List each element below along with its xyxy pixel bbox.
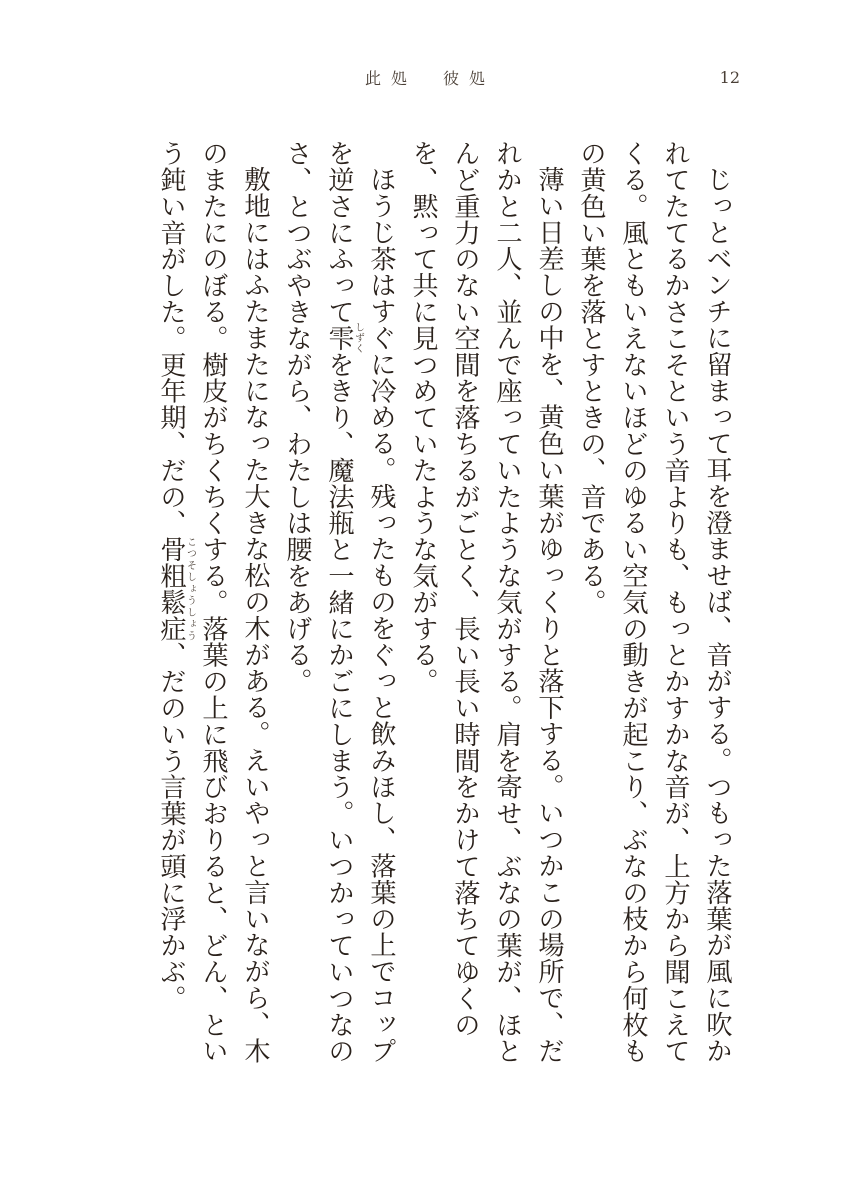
paragraph: [402, 140, 570, 1090]
ruby-reading: しずく: [352, 322, 364, 354]
paragraph-text: 敷地にはふたまたになった大きな松の木がある。えいやっと言いながら、木のまたにのぼる。樹皮がちくちくする。落葉の上に飛びおりると、どん、という鈍い音がした。更年期、だの、: [156, 140, 270, 1064]
ruby-base: 骨粗鬆症: [156, 536, 186, 642]
ruby-annotation: [156, 536, 196, 642]
ruby-annotation: [324, 322, 364, 354]
paragraph-text: をきり、魔法瓶と一緒にかごにしまう。いつかっていつなのさ、とつぶやきながら、わたしは腰をあげる。: [282, 140, 354, 1065]
ruby-reading: こつそしょうしょう: [184, 536, 196, 642]
paragraph-text: 薄い日差しの中を、黄色い葉がゆっくりと落下する。いつかこの場所で、だれかと二人、並んで座っていたような気がする。肩を寄せ、ぶなの葉が、ほとんど重力のない空間を落ちるがごとく、長い長い時間をかけて落ちてゆくのを、黙って共に見つめていたような気がする。: [408, 140, 564, 1064]
paragraph-text: ほうじ茶はすぐに冷める。残ったものをぐっと飲みほし、落葉の上でコップを逆さにふって: [324, 140, 396, 1064]
ruby-base: 雫: [324, 322, 354, 354]
paragraph: [150, 140, 276, 1090]
paragraph: [570, 140, 738, 1090]
page-number: 12: [719, 68, 740, 87]
running-header-title: 此処 彼処: [364, 69, 495, 88]
paragraph: [276, 140, 402, 1090]
vertical-body-text: [98, 140, 738, 1090]
paragraph-text: じっとベンチに留まって耳を澄ませば、音がする。つもった落葉が風に吹かれてたてるかさこそという音よりも、もっとかすかな音が、上方から聞こえてくる。風ともいえないほどのゆるい空気の動きが起こり、ぶなの枝から何枚もの黄色い葉を落とすときの、音である。: [576, 140, 732, 1064]
paragraph-text: 、だのいう言葉が頭に浮かぶ。: [156, 641, 186, 1012]
